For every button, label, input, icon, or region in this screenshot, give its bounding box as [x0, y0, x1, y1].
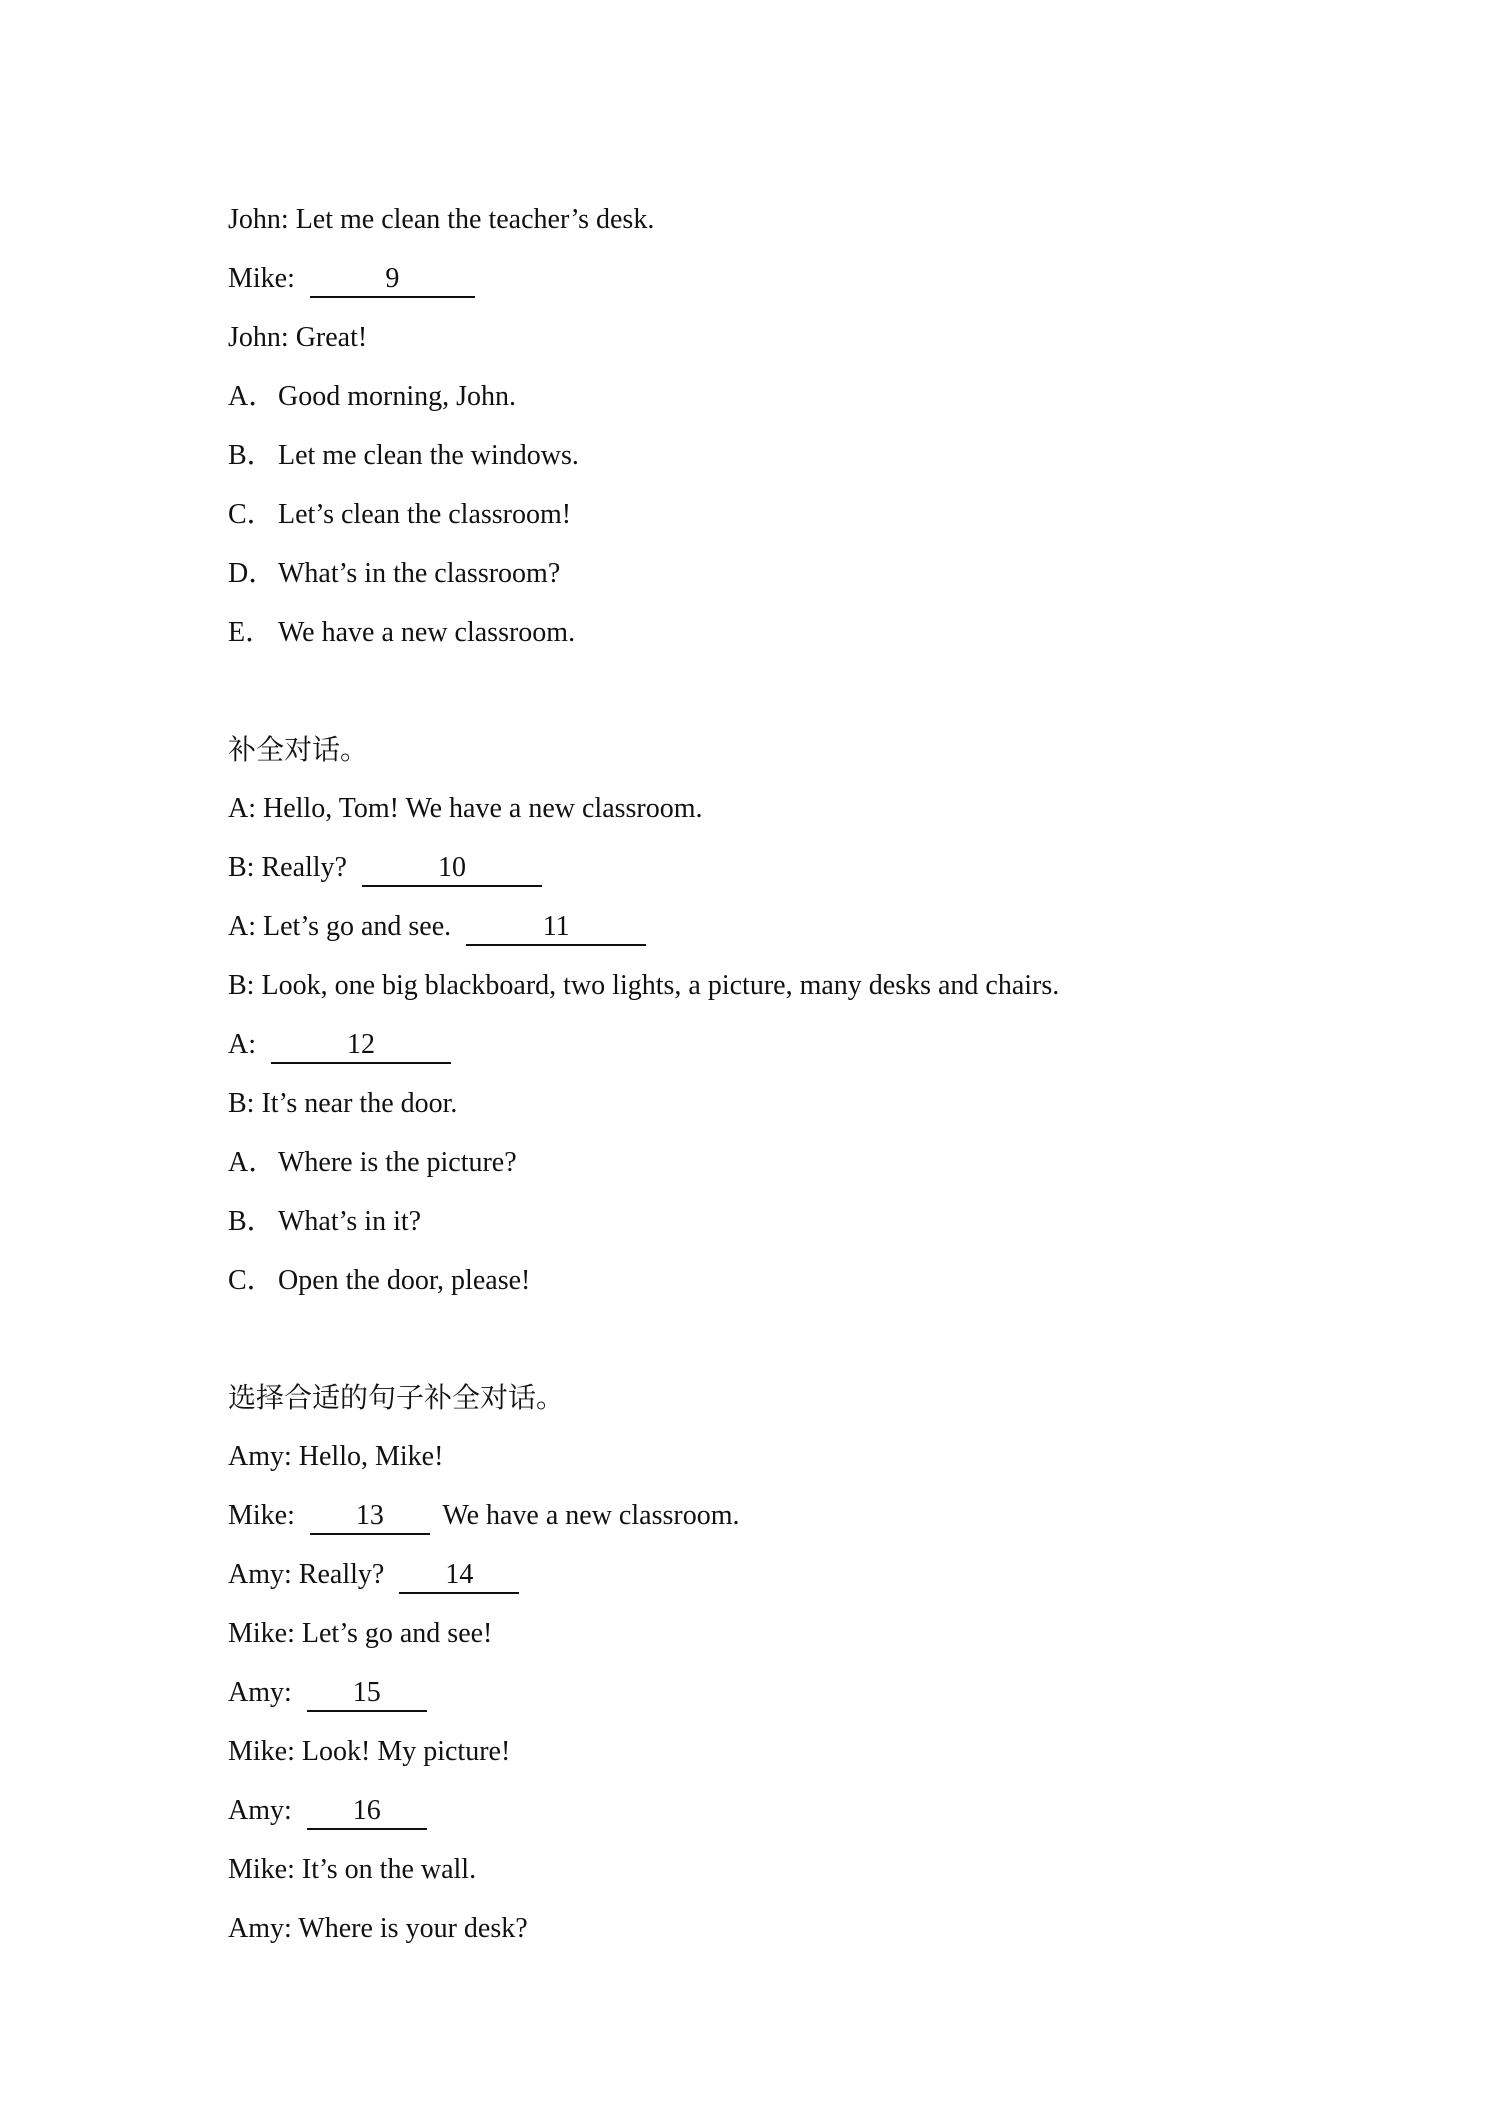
dialogue-line: [228, 956, 1408, 1015]
speaker-label: John:: [228, 204, 289, 235]
dialogue-line: [228, 1074, 1408, 1133]
speaker-label: B:: [228, 852, 255, 883]
speaker-label: John:: [228, 322, 289, 353]
option-letter: A．: [228, 381, 277, 412]
option-letter: B．: [228, 440, 275, 471]
dialogue-text: Look! My picture!: [301, 1736, 511, 1767]
option-item: [228, 1251, 1408, 1310]
dialogue-text: Where is your desk?: [298, 1913, 528, 1944]
option-item: [228, 367, 1408, 426]
option-letter: A．: [228, 1147, 277, 1178]
dialogue-line: [228, 1545, 1408, 1604]
option-text: Good morning, John.: [278, 381, 516, 412]
dialogue-line: [228, 1722, 1408, 1781]
speaker-label: Mike:: [228, 1618, 295, 1649]
option-text: Open the door, please!: [278, 1265, 531, 1296]
speaker-label: Amy:: [228, 1913, 292, 1944]
dialogue-text: Hello, Tom! We have a new classroom.: [263, 793, 703, 824]
option-item: [228, 485, 1408, 544]
dialogue-line: [228, 897, 1408, 956]
speaker-label: A:: [228, 911, 256, 942]
option-text: What’s in it?: [278, 1206, 422, 1237]
option-item: [228, 1192, 1408, 1251]
speaker-label: Mike:: [228, 263, 295, 294]
dialogue-line: [228, 838, 1408, 897]
dialogue-text: Let me clean the teacher’s desk.: [295, 204, 655, 235]
option-letter: C．: [228, 499, 275, 530]
speaker-label: Amy:: [228, 1795, 292, 1826]
dialogue-text: It’s on the wall.: [301, 1854, 477, 1885]
option-item: [228, 426, 1408, 485]
section-heading: 补全对话。: [228, 733, 369, 766]
dialogue-text: Really?: [261, 852, 347, 883]
dialogue-text: Let’s go and see!: [301, 1618, 493, 1649]
speaker-label: Amy:: [228, 1677, 292, 1708]
dialogue-line: [228, 1427, 1408, 1486]
option-letter: D．: [228, 558, 277, 589]
speaker-label: B:: [228, 970, 255, 1001]
dialogue-line: [228, 190, 1408, 249]
option-item: [228, 1133, 1408, 1192]
option-text: Where is the picture?: [278, 1147, 517, 1178]
worksheet-page: [228, 190, 1408, 1958]
dialogue-text: Look, one big blackboard, two lights, a picture, many desks and chairs.: [261, 970, 1060, 1001]
dialogue-text: Great!: [295, 322, 368, 353]
answer-blank-12[interactable]: 12: [271, 1028, 451, 1064]
option-text: What’s in the classroom?: [278, 558, 561, 589]
option-letter: E．: [228, 617, 274, 648]
speaker-label: Amy:: [228, 1441, 292, 1472]
dialogue-line: [228, 1604, 1408, 1663]
option-letter: B．: [228, 1206, 275, 1237]
option-item: [228, 603, 1408, 662]
section-spacer: [228, 662, 1408, 720]
dialogue-line: [228, 1015, 1408, 1074]
dialogue-line: [228, 308, 1408, 367]
option-text: Let’s clean the classroom!: [278, 499, 572, 530]
answer-blank-9[interactable]: 9: [310, 262, 475, 298]
dialogue-line: [228, 1486, 1408, 1545]
speaker-label: Amy:: [228, 1559, 292, 1590]
dialogue-text: We have a new classroom.: [442, 1500, 740, 1531]
dialogue-line: [228, 1840, 1408, 1899]
answer-blank-16[interactable]: 16: [307, 1794, 427, 1830]
section-heading: 选择合适的句子补全对话。: [228, 1381, 565, 1414]
option-text: Let me clean the windows.: [278, 440, 579, 471]
speaker-label: A:: [228, 793, 256, 824]
speaker-label: A:: [228, 1029, 256, 1060]
dialogue-line: [228, 1663, 1408, 1722]
option-item: [228, 544, 1408, 603]
answer-blank-13[interactable]: 13: [310, 1499, 430, 1535]
option-letter: C．: [228, 1265, 275, 1296]
answer-blank-10[interactable]: 10: [362, 851, 542, 887]
dialogue-text: It’s near the door.: [261, 1088, 458, 1119]
dialogue-line: [228, 1899, 1408, 1958]
answer-blank-15[interactable]: 15: [307, 1676, 427, 1712]
speaker-label: Mike:: [228, 1736, 295, 1767]
speaker-label: B:: [228, 1088, 255, 1119]
dialogue-text: Let’s go and see.: [263, 911, 452, 942]
dialogue-line: [228, 1781, 1408, 1840]
dialogue-text: Hello, Mike!: [298, 1441, 444, 1472]
speaker-label: Mike:: [228, 1854, 295, 1885]
dialogue-line: [228, 779, 1408, 838]
answer-blank-11[interactable]: 11: [466, 910, 646, 946]
option-text: We have a new classroom.: [278, 617, 576, 648]
speaker-label: Mike:: [228, 1500, 295, 1531]
dialogue-text: Really?: [298, 1559, 385, 1590]
section-spacer: [228, 1310, 1408, 1368]
answer-blank-14[interactable]: 14: [399, 1558, 519, 1594]
dialogue-line: [228, 249, 1408, 308]
